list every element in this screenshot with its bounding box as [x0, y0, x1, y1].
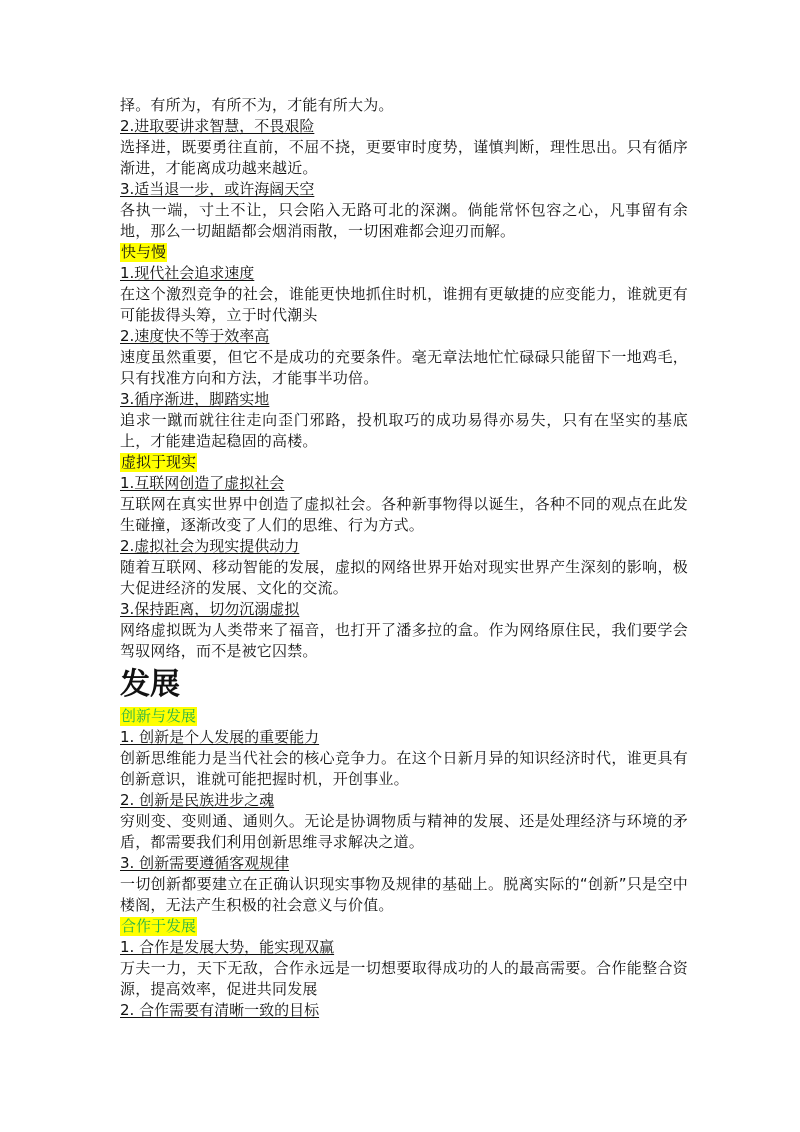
section-label-highlighted: 虚拟于现实 — [121, 453, 197, 471]
chapter-heading: 发展 — [120, 667, 180, 702]
subheading: 3.适当退一步，或许海阔天空 — [120, 180, 315, 198]
subheading: 2.虚拟社会为现实提供动力 — [120, 537, 300, 555]
section-label-highlighted: 快与慢 — [121, 243, 167, 261]
paragraph-continuation: 择。有所为，有所不为，才能有所大为。 — [120, 96, 394, 114]
paragraph: 一切创新都要建立在正确认识现实事物及规律的基础上。脱离实际的“创新”只是空中楼阁，无法产生积极的社会意义与价值。 — [120, 875, 688, 914]
paragraph: 穷则变、变则通、通则久。无论是协调物质与精神的发展、还是处理经济与环境的矛盾，都需要我们利用创新思维寻求解决之道。 — [120, 812, 688, 851]
paragraph: 选择进，既要勇往直前，不屈不挠，更要审时度势，谨慎判断，理性思出。只有循序渐进，才能离成功越来越近。 — [120, 138, 688, 177]
paragraph: 随着互联网、移动智能的发展，虚拟的网络世界开始对现实世界产生深刻的影响，极大促进经济的发展、文化的交流。 — [120, 558, 688, 597]
paragraph: 在这个激烈竞争的社会，谁能更快地抓住时机，谁拥有更敏捷的应变能力，谁就更有可能拔得头筹，立于时代潮头 — [120, 285, 688, 324]
subheading: 1.现代社会追求速度 — [120, 264, 255, 282]
subheading: 3.循序渐进，脚踏实地 — [120, 390, 270, 408]
paragraph: 网络虚拟既为人类带来了福音，也打开了潘多拉的盒。作为网络原住民，我们要学会驾驭网络，而不是被它囚禁。 — [120, 621, 688, 660]
subheading: 2.进取要讲求智慧，不畏艰险 — [120, 117, 315, 135]
section-label-highlighted: 创新与发展 — [121, 707, 197, 725]
subheading: 3.保持距离，切勿沉溺虚拟 — [120, 600, 300, 618]
paragraph: 互联网在真实世界中创造了虚拟社会。各种新事物得以诞生，各种不同的观点在此发生碰撞，逐渐改变了人们的思维、行为方式。 — [120, 495, 688, 534]
paragraph: 速度虽然重要，但它不是成功的充要条件。毫无章法地忙忙碌碌只能留下一地鸡毛，只有找准方向和方法，才能事半功倍。 — [120, 348, 688, 387]
document-page — [120, 95, 688, 1021]
paragraph: 创新思维能力是当代社会的核心竞争力。在这个日新月异的知识经济时代，谁更具有创新意识，谁就可能把握时机，开创事业。 — [120, 749, 688, 788]
paragraph: 各执一端，寸土不让，只会陷入无路可北的深渊。倘能常怀包容之心，凡事留有余地，那么一切龃龉都会烟消雨散，一切困难都会迎刃而解。 — [120, 201, 688, 240]
subheading: 2. 创新是民族进步之魂 — [120, 791, 275, 809]
subheading: 3. 创新需要遵循客观规律 — [120, 854, 290, 872]
paragraph: 追求一蹴而就往往走向歪门邪路，投机取巧的成功易得亦易失，只有在坚实的基底上，才能建造起稳固的高楼。 — [120, 411, 688, 450]
subheading: 1. 创新是个人发展的重要能力 — [120, 728, 320, 746]
section-label-highlighted: 合作于发展 — [121, 917, 197, 935]
subheading: 2.速度快不等于效率高 — [120, 327, 270, 345]
subheading: 1.互联网创造了虚拟社会 — [120, 474, 285, 492]
subheading: 2. 合作需要有清晰一致的目标 — [120, 1001, 320, 1019]
subheading: 1. 合作是发展大势，能实现双赢 — [120, 938, 335, 956]
paragraph: 万夫一力，天下无敌，合作永远是一切想要取得成功的人的最高需要。合作能整合资源，提高效率，促进共同发展 — [120, 959, 688, 998]
